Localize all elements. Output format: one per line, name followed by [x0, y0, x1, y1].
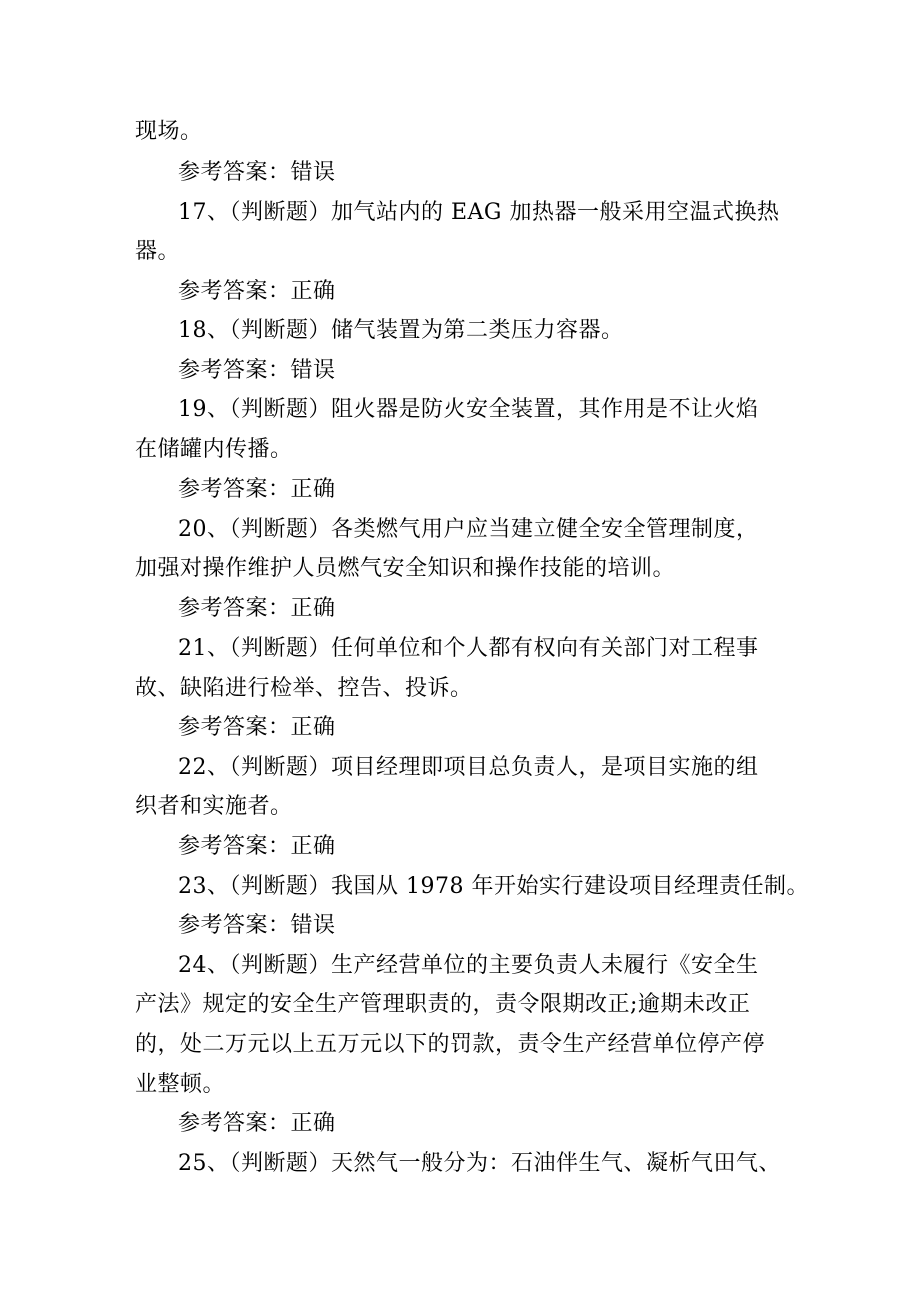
- question-line: 23、（判断题）我国从 1978 年开始实行建设项目经理责任制。: [178, 874, 809, 899]
- answer-line: 参考答案：正确: [178, 279, 336, 304]
- text-line: 加强对操作维护人员燃气安全知识和操作技能的培训。: [135, 556, 676, 581]
- answer-line: 参考答案：错误: [178, 358, 336, 383]
- question-line: 24、（判断题）生产经营单位的主要负责人未履行《安全生: [178, 953, 759, 978]
- question-line: 19、（判断题）阻火器是防火安全装置，其作用是不让火焰: [178, 397, 759, 422]
- answer-line: 参考答案：错误: [178, 913, 336, 938]
- text-line: 在储罐内传播。: [135, 437, 293, 462]
- text-line: 器。: [135, 239, 181, 264]
- question-line: 17、（判断题）加气站内的 EAG 加热器一般采用空温式换热: [178, 200, 780, 225]
- question-line: 18、（判断题）储气装置为第二类压力容器。: [178, 318, 624, 343]
- text-line: 业整顿。: [135, 1072, 226, 1097]
- answer-line: 参考答案：正确: [178, 477, 336, 502]
- text-line: 织者和实施者。: [135, 794, 293, 819]
- question-line: 22、（判断题）项目经理即项目总负责人，是项目实施的组: [178, 755, 759, 780]
- question-line: 20、（判断题）各类燃气用户应当建立健全安全管理制度，: [178, 517, 759, 542]
- question-line: 25、（判断题）天然气一般分为：石油伴生气、凝析气田气、: [178, 1151, 781, 1176]
- question-line: 21、（判断题）任何单位和个人都有权向有关部门对工程事: [178, 636, 759, 661]
- answer-line: 参考答案：正确: [178, 1111, 336, 1136]
- text-line: 产法》规定的安全生产管理职责的，责令限期改正;逾期未改正: [135, 992, 751, 1017]
- answer-line: 参考答案：错误: [178, 160, 336, 185]
- text-line: 现场。: [135, 119, 203, 144]
- answer-line: 参考答案：正确: [178, 596, 336, 621]
- text-line: 故、缺陷进行检举、控告、投诉。: [135, 676, 473, 701]
- answer-line: 参考答案：正确: [178, 715, 336, 740]
- text-line: 的，处二万元以上五万元以下的罚款，责令生产经营单位停产停: [135, 1032, 766, 1057]
- answer-line: 参考答案：正确: [178, 834, 336, 859]
